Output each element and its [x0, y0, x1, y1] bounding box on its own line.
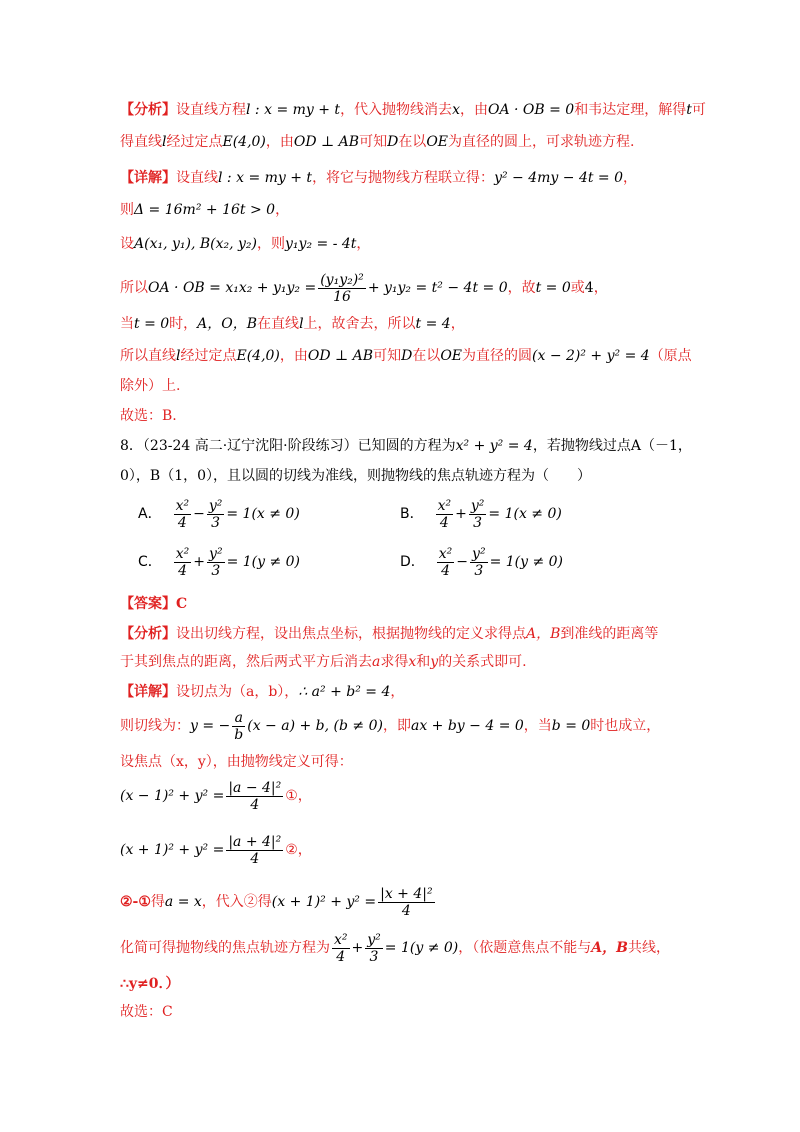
- text: A，B: [591, 940, 628, 956]
- text: 设出切线方程，设出焦点坐标，根据抛物线的定义求得点: [176, 626, 526, 642]
- equation-3: [120, 882, 437, 922]
- text: 在直线: [257, 316, 300, 332]
- frac-den: 4: [441, 562, 450, 579]
- text: ，: [356, 236, 371, 252]
- text: 所以: [120, 280, 148, 296]
- text: ②-①: [120, 894, 151, 910]
- question-8-line-2: 0），B（1，0），且以圆的切线为准线，则抛物线的焦点轨迹方程为（ ）: [120, 468, 592, 484]
- text: 的关系式即可.: [438, 654, 527, 670]
- text: 8．（23-24 高二·辽宁沈阳·阶段练习）已知圆的方程为: [120, 438, 456, 454]
- option-label: C．: [138, 554, 162, 570]
- frac-num: |x + 4|²: [380, 885, 433, 902]
- detail2-line-2: [120, 708, 660, 744]
- text: 所以直线: [120, 348, 176, 364]
- math-t: t: [686, 102, 692, 118]
- frac-den: 3: [369, 948, 379, 965]
- math-y: y: [430, 654, 439, 670]
- final-answer-c: 故选：C: [120, 1004, 173, 1020]
- operator: −: [456, 554, 469, 570]
- fraction: [207, 498, 225, 531]
- detail-line-4: [120, 270, 608, 306]
- frac-den: b: [234, 726, 244, 743]
- frac-num: a: [232, 710, 245, 727]
- operator: −: [193, 506, 205, 522]
- detail-tag: 【详解】: [120, 170, 176, 186]
- fraction: [232, 710, 245, 743]
- text: 可知: [373, 348, 402, 364]
- text: 设直线方程: [176, 102, 246, 118]
- analysis-line-2: [120, 132, 634, 152]
- math-x: x: [452, 102, 460, 118]
- analysis-line-1: [120, 100, 706, 120]
- text: 在以: [412, 348, 441, 364]
- detail-line-1: [120, 168, 637, 188]
- analysis-tag: 【分析】: [120, 102, 176, 118]
- frac-num: y²: [470, 497, 485, 514]
- math-t0: t = 0: [134, 316, 170, 332]
- math-perp: OD ⊥ AB: [293, 134, 360, 150]
- text: 则: [120, 202, 134, 218]
- frac-den: 4: [177, 514, 187, 531]
- text: ，将它与抛物线方程联立得：: [312, 170, 495, 186]
- detail-answer-b: 故选：B.: [120, 408, 177, 424]
- math-4: 4: [584, 280, 594, 296]
- final-line-1: [120, 928, 670, 968]
- text: ，若抛物线过点: [532, 438, 631, 454]
- math-eq1-lhs: (x − 1)² + y² =: [120, 788, 225, 804]
- fraction: [174, 546, 192, 579]
- option-b: [400, 496, 562, 532]
- math-tangent-rest: (x − a) + b, (b ≠ 0): [247, 718, 383, 734]
- text: ，故: [507, 280, 536, 296]
- math-l: l: [162, 134, 167, 150]
- text: 和韦达定理，解得: [574, 102, 687, 118]
- text: ，则: [257, 236, 286, 252]
- frac-num: x²: [175, 497, 190, 514]
- math-line-eq: l : x = my + t: [218, 170, 313, 186]
- option-d: [400, 544, 563, 580]
- math-point-e: E(4,0): [222, 134, 266, 150]
- math-eq2-lhs: (x + 1)² + y² =: [120, 842, 225, 858]
- text: 时也成立，: [590, 718, 661, 734]
- answer-c: 【答案】C: [120, 596, 188, 612]
- frac-den: 3: [474, 562, 484, 579]
- text: 和: [416, 654, 431, 670]
- text: 为直径的圆: [462, 348, 533, 364]
- frac-den: 3: [473, 514, 483, 531]
- fraction: [318, 272, 366, 305]
- operator: +: [351, 940, 364, 956]
- frac-num: y²: [472, 545, 486, 562]
- text: ，: [593, 280, 608, 296]
- text: 化简可得抛物线的焦点轨迹方程为: [120, 940, 330, 956]
- frac-den: 4: [250, 850, 260, 867]
- frac-den: 4: [401, 902, 411, 919]
- math-oe: OE: [426, 134, 449, 150]
- text: ，（依题意焦点不能与: [458, 940, 592, 956]
- option-label: D．: [400, 554, 425, 570]
- math-dot-product: OA · OB = 0: [487, 102, 575, 118]
- text: ，代入抛物线消去: [340, 102, 453, 118]
- math-b0: b = 0: [551, 718, 591, 734]
- text: 可: [691, 102, 706, 118]
- math-l: l: [299, 316, 304, 332]
- math-rhs: = 1(x ≠ 0): [488, 506, 562, 522]
- text: ，由: [279, 348, 308, 364]
- text: A（－1，: [630, 438, 692, 454]
- text: 上，故舍去，所以: [303, 316, 416, 332]
- option-c: [138, 544, 300, 580]
- text: ，: [390, 684, 405, 700]
- math-line-eq: l : x = my + t: [246, 102, 341, 118]
- math-quadratic: y² − 4my − 4t = 0: [494, 170, 624, 186]
- math-ab: A，B: [526, 626, 561, 642]
- frac-num: y²: [209, 545, 223, 562]
- text: 经过定点: [180, 348, 237, 364]
- frac-num: |a − 4|²: [228, 779, 282, 796]
- math-circle-ab: ∴ a² + b² = 4: [298, 684, 391, 700]
- math-points: A(x₁, y₁), B(x₂, y₂): [134, 236, 258, 252]
- option-label: A．: [138, 506, 162, 522]
- frac-den: 4: [336, 948, 346, 965]
- detail-line-7: 除外）上.: [120, 378, 181, 394]
- math-rhs: = 1(y ≠ 0): [384, 940, 459, 956]
- text: ，: [623, 170, 638, 186]
- frac-den: 3: [211, 562, 221, 579]
- frac-num: x²: [438, 545, 453, 562]
- math-point-e: E(4,0): [236, 348, 280, 364]
- text: 为直径的圆上，可求轨迹方程.: [448, 134, 635, 150]
- fraction: [332, 932, 350, 965]
- math-tangent: y = −: [190, 718, 231, 734]
- detail-line-3: [120, 234, 370, 254]
- text: ，由: [265, 134, 294, 150]
- math-product: y₁y₂ = - 4t: [285, 236, 357, 252]
- frac-den: 4: [178, 562, 187, 579]
- math-d: D: [401, 348, 413, 364]
- fraction: [365, 932, 383, 965]
- option-label: B．: [400, 506, 424, 522]
- text: ，当: [523, 718, 552, 734]
- math-d: D: [387, 134, 399, 150]
- math-a-eq-x: a = x: [164, 894, 202, 910]
- math-dot-result: + y₁y₂ = t² − 4t = 0: [367, 280, 508, 296]
- operator: +: [455, 506, 467, 522]
- math-a: a: [372, 654, 381, 670]
- frac-num: y²: [208, 497, 223, 514]
- text: 求得: [380, 654, 409, 670]
- math-eq3-lhs: (x + 1)² + y² =: [271, 894, 377, 910]
- fraction: [226, 834, 283, 867]
- fraction: [174, 498, 192, 531]
- frac-num: x²: [175, 545, 190, 562]
- equation-1: [120, 776, 312, 816]
- text: 可知: [359, 134, 388, 150]
- operator: +: [193, 554, 206, 570]
- math-t4: t = 4: [415, 316, 451, 332]
- math-circle: (x − 2)² + y² = 4: [532, 348, 650, 364]
- analysis2-line-2: [120, 652, 527, 672]
- fraction: [470, 546, 488, 579]
- text: ，即: [382, 718, 411, 734]
- text: 设: [120, 236, 134, 252]
- math-rhs: = 1(y ≠ 0): [489, 554, 564, 570]
- text: 共线，: [627, 940, 670, 956]
- math-oe: OE: [440, 348, 463, 364]
- text: 于其到焦点的距离，然后两式平方后消去: [120, 654, 372, 670]
- frac-num: x²: [334, 931, 348, 948]
- detail-line-5: [120, 314, 465, 334]
- question-8-line-1: [120, 436, 692, 456]
- frac-den: 16: [333, 288, 351, 305]
- frac-num: y²: [367, 931, 381, 948]
- text: ，: [275, 202, 290, 218]
- frac-num: |a + 4|²: [228, 833, 282, 850]
- text: 经过定点: [166, 134, 223, 150]
- final-line-2: ∴y≠0．）: [120, 976, 180, 992]
- math-perp: OD ⊥ AB: [307, 348, 374, 364]
- text: （原点: [649, 348, 692, 364]
- option-a: [138, 496, 300, 532]
- math-circle: x² + y² = 4: [455, 438, 533, 454]
- frac-den: 4: [439, 514, 449, 531]
- detail-tag: 【详解】: [120, 684, 176, 700]
- text: 或: [570, 280, 585, 296]
- fraction: [469, 498, 487, 531]
- detail-line-2: [120, 200, 289, 220]
- frac-den: 4: [250, 796, 260, 813]
- detail2-line-3: 设焦点（x，y），由抛物线定义可得：: [120, 754, 353, 770]
- fraction: [436, 498, 454, 531]
- text: 当: [120, 316, 134, 332]
- text: 时，: [169, 316, 198, 332]
- math-tangent-general: ax + by − 4 = 0: [410, 718, 524, 734]
- math-x: x: [408, 654, 417, 670]
- text: ，: [450, 316, 465, 332]
- math-t0: t = 0: [535, 280, 571, 296]
- equation-2: [120, 830, 312, 870]
- math-rhs: = 1(x ≠ 0): [226, 506, 300, 522]
- text: ，代入②得: [201, 894, 272, 910]
- text: 设直线: [176, 170, 218, 186]
- eq-tag: ①，: [285, 788, 312, 804]
- math-rhs: = 1(y ≠ 0): [226, 554, 301, 570]
- text: ，由: [459, 102, 488, 118]
- math-dot-expand: OA · OB = x₁x₂ + y₁y₂ =: [148, 280, 317, 296]
- math-discriminant: Δ = 16m² + 16t > 0: [134, 202, 276, 218]
- analysis-tag: 【分析】: [120, 626, 176, 642]
- math-l: l: [176, 348, 181, 364]
- text: 到准线的距离等: [560, 626, 659, 642]
- fraction: [437, 546, 455, 579]
- frac-num: (y₁y₂)²: [320, 271, 364, 288]
- math-aob: A，O，B: [197, 316, 258, 332]
- fraction: [378, 886, 434, 919]
- text: 得: [150, 894, 165, 910]
- text: 在以: [398, 134, 427, 150]
- text: 则切线为：: [120, 718, 190, 734]
- eq-tag: ②，: [285, 842, 312, 858]
- fraction: [226, 780, 283, 813]
- fraction: [207, 546, 225, 579]
- detail-line-6: [120, 346, 692, 366]
- text: 得直线: [120, 134, 162, 150]
- analysis2-line-1: [120, 624, 658, 644]
- frac-num: x²: [437, 497, 452, 514]
- detail2-line-1: [120, 682, 404, 702]
- text: 设切点为（a，b），: [176, 684, 299, 700]
- frac-den: 3: [211, 514, 221, 531]
